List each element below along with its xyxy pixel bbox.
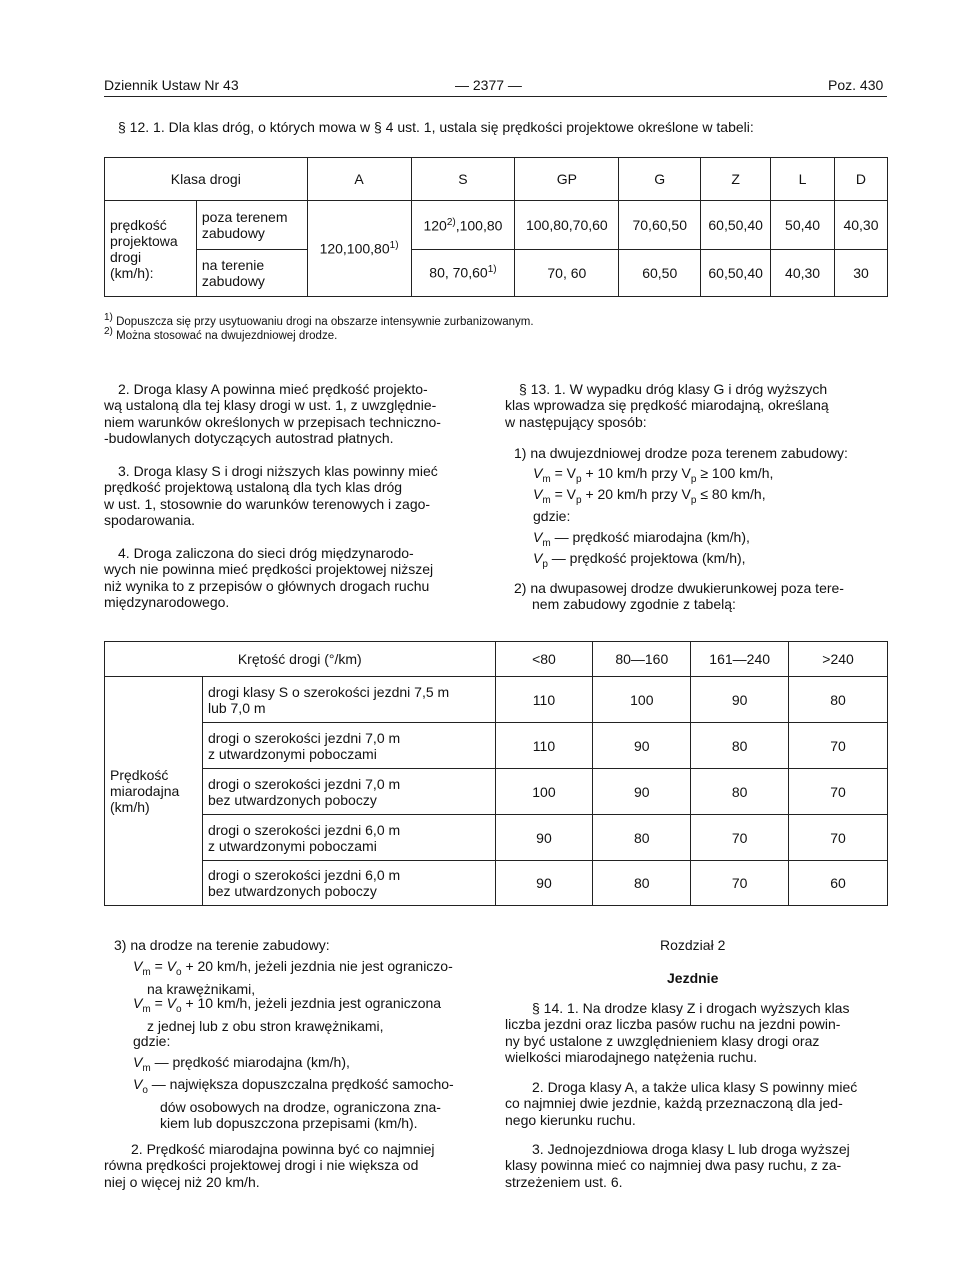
footnote-1: $^{1)}$ Dopuszcza się przy usytuowaniu drogi na obszarze intensywnie zurbanizowanym. bbox=[104, 312, 534, 328]
class-g: G bbox=[619, 158, 701, 201]
class-a: A bbox=[307, 158, 411, 201]
class-l: L bbox=[771, 158, 835, 201]
formula-vm-2: $V_m = V_p + 20$ km/h przy $V_p \le 80$ km/h, bbox=[533, 486, 766, 506]
section-12-intro: § 12. 1. Dla klas dróg, o których mowa w § 4 ust. 1, ustala się prędkości projektowe określone w tabeli: bbox=[118, 119, 754, 135]
reference-speed-label: Prędkość miarodajna (km/h) bbox=[105, 677, 203, 906]
class-g-speeds-outside: 70,60,50 bbox=[619, 201, 701, 249]
outside-built-up-label: poza terenem zabudowy bbox=[196, 201, 307, 249]
class-z: Z bbox=[701, 158, 771, 201]
class-gp-speeds-outside: 100,80,70,60 bbox=[515, 201, 619, 249]
table-row: drogi klasy S o szerokości jezdni 7,5 m lub 7,0 m bbox=[202, 677, 495, 723]
table-cell: 80 bbox=[593, 861, 691, 906]
inside-built-up-label: na terenie zabudowy bbox=[196, 249, 307, 296]
paragraph-12-2: 2. Droga klasy A powinna mieć prędkość projekto- wą ustaloną dla tej klasy drogi w ust. 1, z uwzględnie- niem warunków określonych w przepisach techniczno- -budowlanych dotyczących autostrad płatnych. bbox=[104, 381, 441, 446]
class-d-speeds-outside: 40,30 bbox=[834, 201, 887, 249]
position-number: Poz. 430 bbox=[828, 77, 884, 93]
table-cell: 110 bbox=[495, 723, 593, 769]
table-cell: 110 bbox=[495, 677, 593, 723]
class-a-speeds: 120,100,80$^{1)}$ bbox=[307, 201, 411, 297]
table-cell: 90 bbox=[495, 815, 593, 861]
table-cell: 80 bbox=[789, 677, 888, 723]
table-cell: 70 bbox=[789, 723, 888, 769]
class-gp-speeds-inside: 70, 60 bbox=[515, 249, 619, 296]
chapter-label: Rozdział 2 bbox=[660, 937, 726, 953]
header-rule bbox=[104, 96, 887, 97]
definition-vo: $V_o$ — największa dopuszczalna prędkość samocho- dów osobowych na drodze, ograniczona zna- kiem lub dopuszczona przepisami (km/h). bbox=[133, 1076, 454, 1132]
paragraph-14-1: § 14. 1. Na drodze klasy Z i drogach wyższych klas liczba jezdni oraz liczba pasów ruchu na jezdni powin- ny być ustalone z uwzględnieniem klasy drogi oraz wielkości miarodajnego natężenia ruchu. bbox=[505, 1000, 850, 1065]
table-cell: 60 bbox=[789, 861, 888, 906]
road-class-header: Klasa drogi bbox=[105, 158, 308, 201]
class-l-speeds-inside: 40,30 bbox=[771, 249, 835, 296]
where-label-2: gdzie: bbox=[133, 1033, 171, 1049]
paragraph-12-4: 4. Droga zaliczona do sieci dróg międzynarodo- wych nie powinna mieć prędkości projektowej niższej niż wynika to z przepisów o głównych drogach ruchu międzynarodowego. bbox=[104, 545, 434, 610]
formula-vm-built-up-1: $V_m = V_o + 20$ km/h, jeżeli jezdnia nie jest ograniczo- na krawężnikami, bbox=[133, 958, 453, 998]
paragraph-13-1: § 13. 1. W wypadku dróg klasy G i dróg wyższych klas wprowadza się prędkość miarodajną, określaną w następujący sposób: bbox=[505, 381, 829, 430]
class-s: S bbox=[411, 158, 515, 201]
paragraph-12-3: 3. Droga klasy S i drogi niższych klas powinny mieć prędkość projektową ustaloną dla tych klas dróg w ust. 1, stosownie do warunków terenowych i zago- spodarowania. bbox=[104, 463, 438, 528]
page-number: — 2377 — bbox=[455, 77, 522, 93]
class-d: D bbox=[834, 158, 887, 201]
table-cell: 70 bbox=[789, 769, 888, 815]
curvature-col-1: <80 bbox=[495, 642, 593, 677]
chapter-title: Jezdnie bbox=[667, 970, 719, 986]
definition-vm: $V_m$ — prędkość miarodajna (km/h), bbox=[533, 529, 750, 549]
class-s-speeds-outside: 120$^{2)}$,100,80 bbox=[411, 201, 515, 249]
table-cell: 90 bbox=[495, 861, 593, 906]
table-cell: 90 bbox=[593, 723, 691, 769]
item-3: 3) na drodze na terenie zabudowy: bbox=[114, 937, 330, 953]
paragraph-14-3: 3. Jednojezdniowa droga klasy L lub droga wyższej klasy powinna mieć co najmniej dwa pasy ruchu, z za- strzeżeniem ust. 6. bbox=[505, 1141, 850, 1190]
table-cell: 100 bbox=[495, 769, 593, 815]
formula-vm-1: $V_m = V_p + 10$ km/h przy $V_p \ge 100$ km/h, bbox=[533, 465, 774, 485]
table-cell: 90 bbox=[691, 677, 789, 723]
table-cell: 70 bbox=[789, 815, 888, 861]
class-s-speeds-inside: 80, 70,60$^{1)}$ bbox=[411, 249, 515, 296]
item-2: 2) na dwupasowej drodze dwukierunkowej poza tere- nem zabudowy zgodnie z tabelą: bbox=[514, 580, 844, 613]
table-cell: 80 bbox=[691, 723, 789, 769]
class-z-speeds-outside: 60,50,40 bbox=[701, 201, 771, 249]
class-d-speeds-inside: 30 bbox=[834, 249, 887, 296]
table-cell: 100 bbox=[593, 677, 691, 723]
definition-vm-2: $V_m$ — prędkość miarodajna (km/h), bbox=[133, 1054, 350, 1074]
table-cell: 70 bbox=[691, 815, 789, 861]
where-label: gdzie: bbox=[533, 508, 571, 524]
curvature-col-4: >240 bbox=[789, 642, 888, 677]
class-gp: GP bbox=[515, 158, 619, 201]
class-g-speeds-inside: 60,50 bbox=[619, 249, 701, 296]
design-speed-table bbox=[104, 157, 888, 297]
table-cell: 80 bbox=[593, 815, 691, 861]
curvature-col-2: 80—160 bbox=[593, 642, 691, 677]
formula-vm-built-up-2: $V_m = V_o + 10$ km/h, jeżeli jezdnia jest ograniczona z jednej lub z obu stron krawężnikami, bbox=[133, 995, 442, 1035]
table-cell: 70 bbox=[691, 861, 789, 906]
curvature-col-3: 161—240 bbox=[691, 642, 789, 677]
class-l-speeds-outside: 50,40 bbox=[771, 201, 835, 249]
item-1: 1) na dwujezdniowej drodze poza terenem zabudowy: bbox=[514, 445, 848, 461]
table-row: drogi o szerokości jezdni 7,0 m z utwardzonymi poboczami bbox=[202, 723, 495, 769]
table-row: drogi o szerokości jezdni 6,0 m z utwardzonymi poboczami bbox=[202, 815, 495, 861]
design-speed-label: prędkość projektowa drogi (km/h): bbox=[105, 201, 197, 297]
footnote-2: $^{2)}$ Można stosować na dwujezdniowej drodze. bbox=[104, 326, 338, 342]
table-cell: 90 bbox=[593, 769, 691, 815]
table-row: drogi o szerokości jezdni 6,0 m bez utwardzonych poboczy bbox=[202, 861, 495, 906]
class-z-speeds-inside: 60,50,40 bbox=[701, 249, 771, 296]
journal-title: Dziennik Ustaw Nr 43 bbox=[104, 77, 239, 93]
paragraph-13-2: 2. Prędkość miarodajna powinna być co najmniej równa prędkości projektowej drogi i nie większa od niej o więcej niż 20 km/h. bbox=[104, 1141, 435, 1190]
definition-vp: $V_p$ — prędkość projektowa (km/h), bbox=[533, 550, 746, 570]
paragraph-14-2: 2. Droga klasy A, a także ulica klasy S powinny mieć co najmniej dwie jezdnie, każdą przeznaczoną dla jed- nego kierunku ruchu. bbox=[505, 1079, 858, 1128]
curvature-header: Krętość drogi (°/km) bbox=[105, 642, 496, 677]
table-row: drogi o szerokości jezdni 7,0 m bez utwardzonych poboczy bbox=[202, 769, 495, 815]
reference-speed-table bbox=[104, 641, 888, 906]
table-cell: 80 bbox=[691, 769, 789, 815]
